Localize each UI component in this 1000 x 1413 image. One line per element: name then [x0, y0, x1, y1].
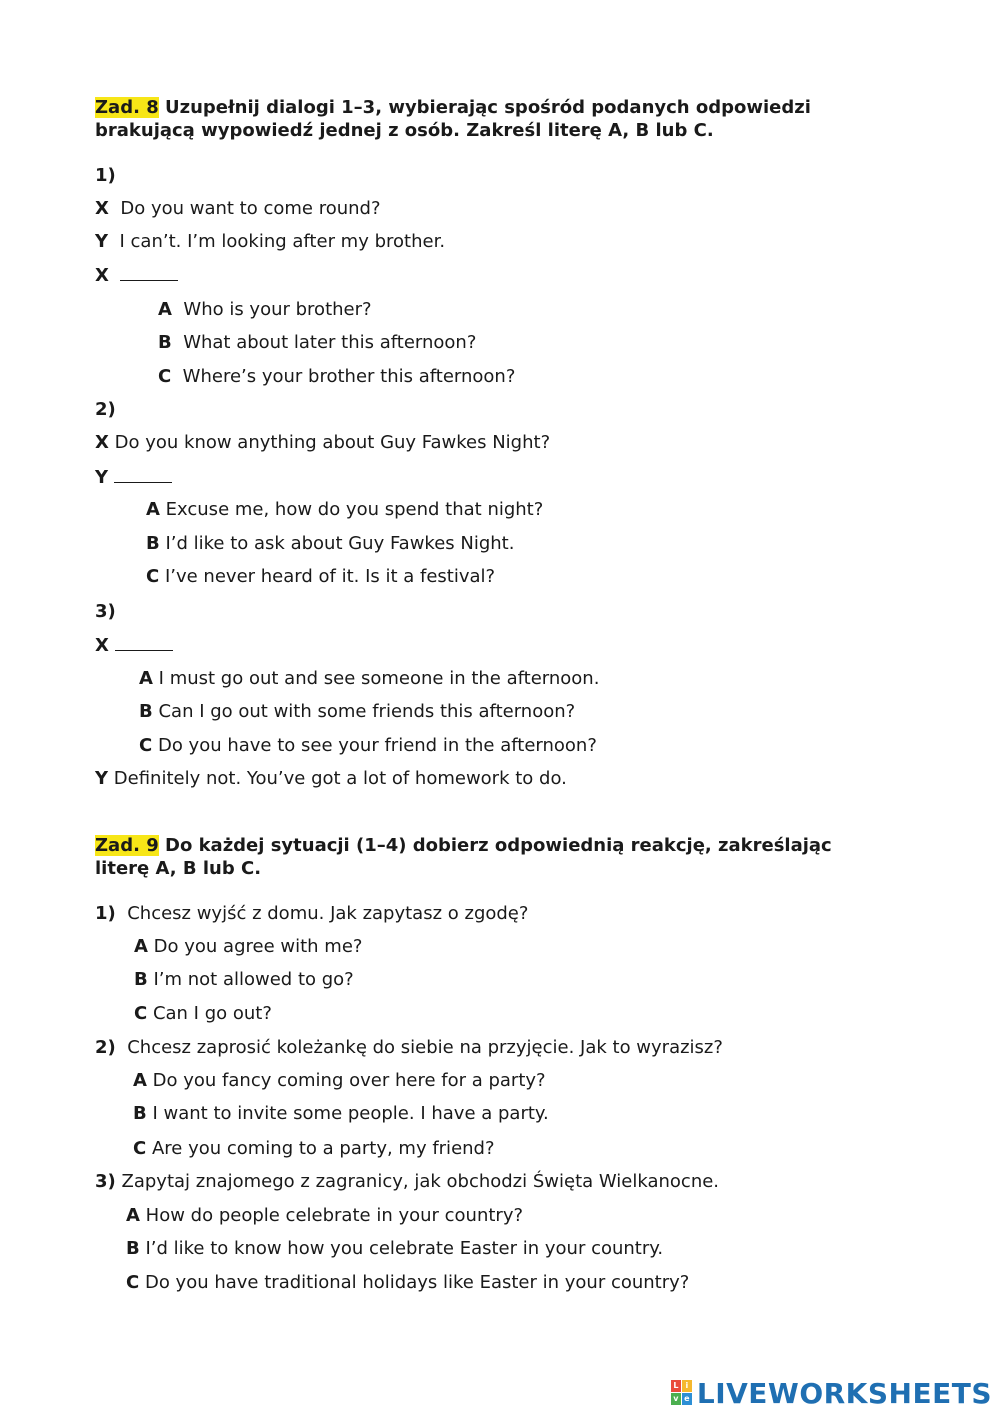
- task9-q2-option-c[interactable]: C Are you coming to a party, my friend?: [133, 1138, 495, 1159]
- task8-dialog1-number: 1): [95, 165, 116, 186]
- task8-heading: [95, 96, 875, 142]
- task9-question1: 1) Chcesz wyjść z domu. Jak zapytasz o zgodę?: [95, 903, 529, 924]
- task8-dialog1-option-a[interactable]: A Who is your brother?: [158, 299, 372, 320]
- task9-q3-option-c[interactable]: C Do you have traditional holidays like Easter in your country?: [126, 1272, 690, 1293]
- task9-question2: 2) Chcesz zaprosić koleżankę do siebie na przyjęcie. Jak to wyrazisz?: [95, 1037, 723, 1058]
- task9-instruction: Do każdej sytuacji (1–4) dobierz odpowiednią reakcję, zakreślając literę A, B lub C.: [95, 835, 832, 879]
- task8-label: Zad. 8: [95, 97, 159, 118]
- task9-q2-option-a[interactable]: A Do you fancy coming over here for a party?: [133, 1070, 546, 1091]
- liveworksheets-logo-icon: L i v e: [671, 1380, 693, 1406]
- task9-q3-option-b[interactable]: B I’d like to know how you celebrate Easter in your country.: [126, 1238, 664, 1259]
- task8-dialog1-option-b[interactable]: B What about later this afternoon?: [158, 332, 477, 353]
- task9-label: Zad. 9: [95, 835, 159, 856]
- liveworksheets-logo: [671, 1378, 992, 1408]
- answer-blank: [120, 264, 178, 281]
- task8-dialog2-option-c[interactable]: C I’ve never heard of it. Is it a festival?: [146, 566, 496, 587]
- task8-dialog3-option-b[interactable]: B Can I go out with some friends this afternoon?: [139, 701, 576, 722]
- task9-heading: [95, 834, 875, 880]
- task8-dialog1-option-c[interactable]: C Where’s your brother this afternoon?: [158, 366, 516, 387]
- task9-q2-option-b[interactable]: B I want to invite some people. I have a party.: [133, 1103, 549, 1124]
- task8-dialog2-option-a[interactable]: A Excuse me, how do you spend that night?: [146, 499, 544, 520]
- task9-q1-option-b[interactable]: B I’m not allowed to go?: [134, 969, 354, 990]
- liveworksheets-logo-text: LIVEWORKSHEETS: [696, 1376, 992, 1410]
- task8-instruction: Uzupełnij dialogi 1–3, wybierając spośród podanych odpowiedzi brakującą wypowiedź jednej z osób. Zakreśl literę A, B lub C.: [95, 97, 811, 141]
- task8-dialog2-number: 2): [95, 399, 116, 420]
- task8-dialog3-line2: Y Definitely not. You’ve got a lot of homework to do.: [95, 768, 567, 789]
- task8-dialog3-number: 3): [95, 601, 116, 622]
- answer-blank: [114, 466, 172, 483]
- task9-q1-option-c[interactable]: C Can I go out?: [134, 1003, 272, 1024]
- task8-dialog2-option-b[interactable]: B I’d like to ask about Guy Fawkes Night.: [146, 533, 515, 554]
- task8-dialog1-line1: X Do you want to come round?: [95, 198, 381, 219]
- task9-q1-option-a[interactable]: A Do you agree with me?: [134, 936, 363, 957]
- task8-dialog2-line2: Y: [95, 466, 172, 489]
- task8-dialog3-option-a[interactable]: A I must go out and see someone in the afternoon.: [139, 668, 600, 689]
- task8-dialog2-line1: X Do you know anything about Guy Fawkes Night?: [95, 432, 551, 453]
- task9-q3-option-a[interactable]: A How do people celebrate in your country?: [126, 1205, 524, 1226]
- task9-question3: 3) Zapytaj znajomego z zagranicy, jak obchodzi Święta Wielkanocne.: [95, 1171, 720, 1192]
- task8-dialog1-line3: X: [95, 264, 178, 287]
- answer-blank: [115, 634, 173, 651]
- task8-dialog3-option-c[interactable]: C Do you have to see your friend in the afternoon?: [139, 735, 597, 756]
- task8-dialog3-line1: X: [95, 634, 173, 657]
- task8-dialog1-line2: Y I can’t. I’m looking after my brother.: [95, 231, 446, 252]
